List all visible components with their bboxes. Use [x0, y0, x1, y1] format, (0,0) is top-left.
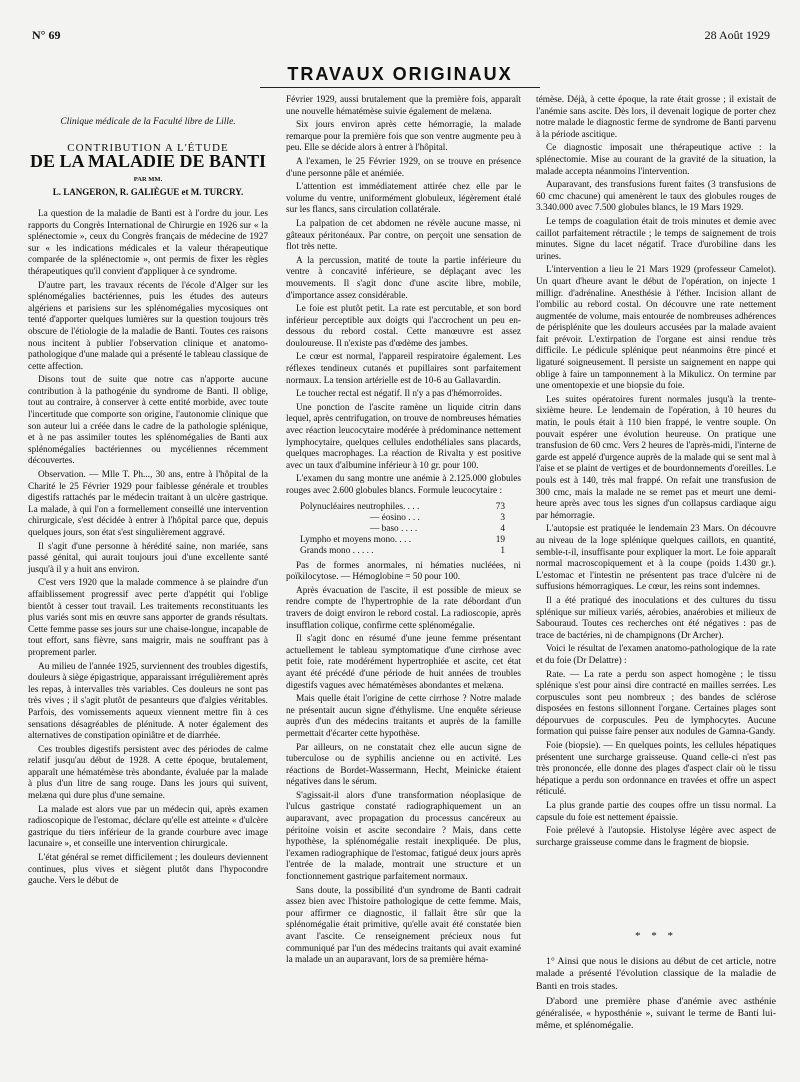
authors: L. LANGERON, R. GALIÈGUE et M. TURCRY.: [52, 187, 244, 198]
section-rule: [260, 87, 540, 88]
paragraph: Foie (biopsie). — En quelques points, les cellules hépatiques présentent une surcharge graisseuse. Quand celle-ci n'est pas très prononcée, elle donne des plages d'aspect clair où le tissu hépatique a perdu son ordonnance en travées et offre un aspect réticulé.: [536, 741, 776, 798]
article-title: DE LA MALADIE DE BANTI: [29, 151, 267, 172]
paragraph: Au milieu de l'année 1925, surviennent des troubles digestifs, douleurs à siège épigastrique, apparaissant irrégulièrement après les repas, à intervalles très variables. Ces douleurs ne sont pas très vives ; il s'agit plutôt de pesanteurs que d'algies véritables. Parfois, des vomissements aqueux viennent mettre fin à ces sensations désagréables de plénitude. A noter également des alternatives de constipation opiniâtre et de diarrhée.: [28, 661, 268, 742]
issue-date: 28 Août 1929: [704, 28, 770, 42]
leuco-value: 4: [500, 523, 505, 534]
leuco-row: [300, 535, 505, 546]
column-3: [536, 95, 776, 851]
paragraph: L'autopsie est pratiquée le lendemain 23 Mars. On découvre au niveau de la loge splénique quelques caillots, en quantité, semble-t-il, insuffisante pour expliquer la mort. Le foie apparaît normal macroscopiquement et à la coupe (poids 1.430 gr.). L'estomac et l'intestin ne présentent pas trace d'ulcère ni de suffusions hémorragiques. Le cœur, les reins sont indemnes.: [536, 524, 776, 593]
paragraph: Les suites opératoires furent normales jusqu'à la trente-sixième heure. Le lendemain de l'opération, à 10 heures du matin, le pouls était à 110 bien frappé, le ventre souple. On pouvait espérer une évolution heureuse. On pratique une transfusion de 60 cmc. Vers 2 heures de l'après-midi, l'interne de garde est appelé d'urgence auprès de la malade qui se sent mal à l'aise et se plaint de vertiges et de bourdonnements d'oreilles. Le pouls est à 140, très mal frappé. On refait une transfusion de 300 cmc, mais la malade ne se remet pas et meurt une demi-heure après avec tous les signes d'un collapsus cardiaque aigu par hémorragie.: [536, 394, 776, 521]
paragraph: Une ponction de l'ascite ramène un liquide citrin dans lequel, après centrifugation, on trouve de nombreuses hématies avec réaction leucocytaire modérée à prédominance nettement lymphocytaire, quelques cellules endothéliales sans placards, quelques macrophages. La réaction de Rivalta y est positive avec un taux d'albumine inférieur à 10 gr. pour 100.: [286, 402, 521, 471]
paragraph: Le temps de coagulation était de trois minutes et demie avec caillot parfaitement rétractile ; le temps de saignement de trois minutes. Signe du lacet négatif. Trace d'urobiline dans les urines.: [536, 216, 776, 262]
paragraph: Après évacuation de l'ascite, il est possible de mieux se rendre compte de l'hypertrophie de la rate débordant d'un travers de doigt environ le rebord costal. La radioscopie, après insufflation colique, confirme cette splénomégalie.: [286, 585, 521, 631]
paragraph: Il a été pratiqué des inoculations et des cultures du tissu splénique sur milieux variés, aérobies, anaérobies et milieux de Sabouraud. Toutes ces recherches ont été négatives : pas de trace de bactéries, ni de champignons (Dr Archer).: [536, 595, 776, 641]
paragraph: L'attention est immédiatement attirée chez elle par le volume du ventre, uniformément globuleux, légèrement étalé sur les flancs, sans circulation collatérale.: [286, 182, 521, 216]
section-stars: * * *: [635, 930, 677, 942]
paragraph: Pas de formes anormales, ni hématies nucléées, ni poïkilocytose. — Hémoglobine = 50 pour 100.: [286, 560, 521, 583]
leuco-label: Grands mono . . . . .: [300, 545, 374, 556]
paragraph: La question de la maladie de Banti est à l'ordre du jour. Les rapports du Congrès International de Chirurgie en 1926 sur « la splénectomie », ceux du Congrès français de médecine de 1927 sur « les indications médicales et la valeur thérapeutique comparée de la splénectomie », ont permis de fixer les règles thérapeutiques qu'il convient d'appliquer à ce syndrome.: [28, 208, 268, 277]
paragraph: Disons tout de suite que notre cas n'apporte aucune contribution à la pathogénie du syndrome de Banti. Il oblige, tout au contraire, à conserver à cette entité morbide, avec toute l'incertitude que comporte son origine, l'autonomie clinique que son auteur lui a créée dans le cadre de la pathologie splénique, et à ne pas assimiler toutes les splénomégalies de Banti aux splénomégalies bactériennes ou mycéliennes récemment découvertes.: [28, 375, 268, 467]
leuco-value: 19: [495, 534, 505, 545]
paragraph: A la percussion, matité de toute la partie inférieure du ventre à concavité inférieure, se déplaçant avec les mouvements. Il s'agit donc d'une ascite libre, mobile, d'importance assez considérable.: [286, 255, 521, 301]
column-3-lower: [536, 930, 776, 1035]
paragraph: C'est vers 1920 que la malade commence à se plaindre d'un affaiblissement progressif avec perte d'appétit qui l'oblige bientôt à cesser tout travail. Les traitements reconstituants les plus variés sont mis en œuvre sans apporter de grands résultats. Cette femme passe ses jours sur une chaise-longue, incapable de tout effort, sans fièvre, sans maigrir, mais ne souffrant pas à proprement parler.: [28, 578, 268, 658]
paragraph: témèse. Déjà, à cette époque, la rate était grosse ; il existait de l'anémie sans ascite. Dès lors, il devenait logique de porter chez notre malade le diagnostic ferme de syndrome de Banti parvenu à la période ascitique.: [536, 95, 776, 140]
paragraph: Mais quelle était l'origine de cette cirrhose ? Notre malade ne présentait aucun signe d'éthylisme. Une enquête sérieuse auprès d'un des médecins traitants et auprès de la famille permettait d'écarter cette hypothèse.: [286, 694, 521, 739]
paragraph: L'état général se remet difficilement ; les douleurs deviennent continues, plus vives et siègent plutôt dans l'hypocondre gauche. Vers le début de: [28, 853, 268, 887]
paragraph: Février 1929, aussi brutalement que la première fois, apparaît une nouvelle hématémèse suivie également de melæna.: [286, 95, 521, 117]
paragraph: Ces troubles digestifs persistent avec des périodes de calme relatif jusqu'au début de 1928. A cette époque, brutalement, apparaît une hématémèse très abondante, évaluée par la malade à plus d'un litre de sang rouge. Dans les jours qui suivent, melæna qui dure plus d'une semaine.: [28, 744, 268, 802]
paragraph: A l'examen, le 25 Février 1929, on se trouve en présence d'une personne pâle et anémiée.: [286, 156, 521, 179]
paragraph: Il s'agit d'une personne à hérédité saine, non mariée, sans passé génital, qui aurait toujours joui d'une excellente santé jusqu'à il y a huit ans environ.: [28, 541, 268, 575]
paragraph: La malade est alors vue par un médecin qui, après examen radioscopique de l'estomac, déclare qu'elle est atteinte « d'ulcère gastrique du tiers inférieur de la grande courbure avec image lacunaire », et conseille une intervention chirurgicale.: [28, 804, 268, 850]
column-1: [28, 95, 268, 890]
leuco-row: [300, 524, 505, 535]
paragraph: Six jours environ après cette hémorragie, la malade remarque pour la première fois que son ventre augmente peu à peu. Elle se décide alors à entrer à l'hôpital.: [286, 120, 521, 154]
paragraph: La plus grande partie des coupes offre un tissu normal. La capsule du foie est nettement épaissie.: [536, 801, 776, 823]
paragraph: Il s'agit donc en résumé d'une jeune femme présentant actuellement le tableau symptomatique d'une cirrhose avec petit foie, rate modérément hypertrophiée et ascite, cet état ayant été précédé d'une période de huit années de troubles digestifs vagues avec hématémèses abondantes et melæna.: [286, 634, 521, 691]
par-mm: PAR MM.: [133, 175, 163, 183]
leuco-value: 1: [500, 545, 505, 556]
paragraph: Observation. — Mlle T. Ph..., 30 ans, entre à l'hôpital de la Charité le 25 Février 1929 pour faiblesse générale et troubles digestifs rattachés par le médecin traitant à un ulcère gastrique. La malade, à qui l'on a formellement conseillé une intervention chirurgicale, s'est décidée à entrer à l'hôpital parce que, depuis quelques jours, son état s'est singulièrement aggravé.: [28, 470, 268, 538]
leuco-label: Lympho et moyens mono. . . .: [300, 534, 412, 545]
paragraph: Le foie est plutôt petit. La rate est percutable, et son bord inférieur perceptible aux doigts qui l'accrochent un peu en-dessous du rebord costal. Cette manœuvre est assez douloureuse. Il n'existe pas d'œdème des jambes.: [286, 304, 521, 349]
leuco-row: [300, 546, 505, 557]
leucocyte-table: [300, 502, 521, 557]
paragraph: S'agissait-il alors d'une transformation néoplasique de l'ulcus gastrique constaté radiographiquement un an auparavant, avec propagation du processus cancéreux au péritoine voisin et ascite secondaire ? Mais, dans cette hypothèse, la splénomégalie restait inexpliquée. De plus, l'examen radiographique de l'estomac, fatigué deux jours après l'entrée de la malade, montrait une structure et un fonctionnement gastrique parfaitement normaux.: [286, 790, 521, 883]
issue-number: N° 69: [32, 28, 61, 42]
contribution-line: CONTRIBUTION A L'ÉTUDE: [67, 141, 229, 154]
paragraph: Sans doute, la possibilité d'un syndrome de Banti cadrait assez bien avec l'histoire pathologique de cette femme. Mais, pour affirmer ce diagnostic, il fallait être sûr que la splénomégalie était primitive, qu'elle avait été constatée bien avant l'ascite. Ce renseignement précieux nous fut communiqué par l'un des médecins traitants qui avait examiné la malade un an auparavant, lors de sa première héma-: [286, 885, 521, 966]
leuco-value: 3: [500, 512, 505, 523]
clinic-line: Clinique médicale de la Faculté libre de Lille.: [60, 117, 236, 127]
paragraph: Foie prélevé à l'autopsie. Histolyse légère avec aspect de surcharge graisseuse comme dans le fragment de biopsie.: [536, 826, 776, 848]
leuco-label: — baso . . . .: [370, 523, 418, 534]
section-heading: TRAVAUX ORIGINAUX: [287, 64, 513, 84]
paragraph: Auparavant, des transfusions furent faites (3 transfusions de 60 cmc chacune) qui amenèrent le taux des globules rouges de 3.340.000 avec 7.500 globules blancs, le 19 Mars 1929.: [536, 180, 776, 214]
paragraph: D'autre part, les travaux récents de l'école d'Alger sur les splénomégalies bactériennes, puis les études des auteurs algériens et parisiens sur les splénomégalies mycosiques ont tenté d'apporter quelques lumières sur la question toujours très obscure de l'étiologie de la maladie de Banti. Toutes ces raisons nous incitent à publier l'observation clinique et anatomo-pathologique d'une malade qui a présenté le tableau classique de cette affection.: [28, 280, 268, 372]
paragraph: Le cœur est normal, l'appareil respiratoire également. Les réflexes tendineux cutanés et pupillaires sont parfaitement normaux. La tension artérielle est de 10-6 au Gallavardin.: [286, 352, 521, 386]
leuco-row: [300, 502, 505, 513]
leuco-value: 73: [495, 501, 505, 512]
leuco-label: Polynucléaires neutrophiles. . . .: [300, 501, 420, 512]
paragraph: L'examen du sang montre une anémie à 2.125.000 globules rouges avec 2.600 globules blancs. Formule leucocytaire :: [286, 474, 521, 496]
paragraph: Rate. — La rate a perdu son aspect homogène ; le tissu splénique s'est pour ainsi dire contracté en mailles serrées. Les corpuscules sont peu nombreux ; des bandes de sclérose disposées en festons sillonnent l'organe. Certaines plages sont dépourvues de corpuscules. Peu de lymphocytes. Aucune formation qui puisse faire penser aux nodules de Gamna-Gandy.: [536, 669, 776, 738]
leuco-label: — éosino . . .: [370, 512, 420, 523]
paragraph: La palpation de cet abdomen ne révèle aucune masse, ni gâteaux péritonéaux. Par contre, on perçoit une sensation de flot très nette.: [286, 218, 521, 253]
paragraph: Le toucher rectal est négatif. Il n'y a pas d'hémorroïdes.: [296, 389, 502, 400]
paragraph: D'abord une première phase d'anémie avec asthénie généralisée, « hyposthénie », suivant le terme de Banti lui-même, et splénomégalie.: [536, 995, 776, 1032]
paragraph: 1° Ainsi que nous le disions au début de cet article, notre malade a présenté l'évolution classique de la maladie de Banti en trois stades.: [536, 956, 776, 992]
paragraph: Par ailleurs, on ne constatait chez elle aucun signe de tuberculose ou de syphilis ancienne ou en activité. Les réactions de Bordet-Wassermann, Hecht, Meinicke étaient négatives dans le sérum.: [286, 742, 521, 788]
paragraph: Ce diagnostic imposait une thérapeutique active : la splénectomie. Mise au courant de la gravité de la situation, la malade accepta néanmoins l'intervention.: [536, 143, 776, 177]
column-2: [286, 95, 521, 969]
paragraph: Voici le résultat de l'examen anatomo-pathologique de la rate et du foie (Dr Delattre) :: [536, 644, 776, 666]
paragraph: L'intervention a lieu le 21 Mars 1929 (professeur Camelot). Un quart d'heure avant le début de l'opération, on injecte 1 milligr. d'adrénaline. Anesthésie à l'éther. Incision allant de l'ombilic au rebord costal. On découvre une rate nettement augmentée de volume, mais entourée de nombreuses adhérences de périsplénite que les douleurs accusées par la malade avaient fait prévoir. L'extirpation de l'organe est ainsi rendue très difficile. Le pédicule splénique peut néanmoins être pincé et ligaturé soigneusement. Il persiste un saignement en nappe qui oblige à faire un tamponnement à la Mikulicz. On termine par une omentopexie et une biopsie du foie.: [536, 265, 776, 392]
leuco-row: [300, 513, 505, 524]
